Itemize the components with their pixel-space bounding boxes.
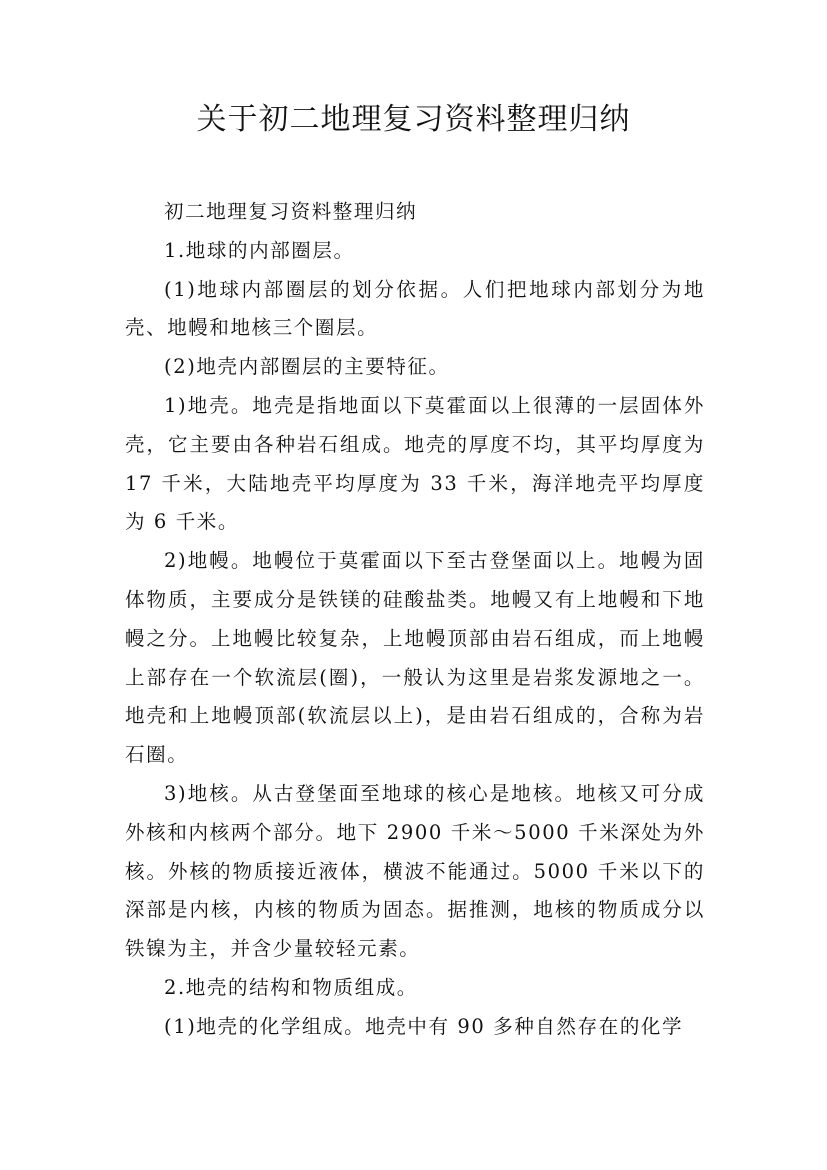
paragraph-section-1-heading: 1.地球的内部圈层。 [164, 238, 355, 262]
paragraph-crust: 1)地壳。地壳是指地面以下莫霍面以上很薄的一层固体外壳，它主要由各种岩石组成。地壳的厚度不均，其平均厚度为 17 千米，大陆地壳平均厚度为 33 千米，海洋地壳平均厚度为 6 千米。 [125, 393, 705, 534]
document-body [125, 193, 705, 1047]
paragraph-core: 3)地核。从古登堡面至地球的核心是地核。地核又可分成外核和内核两个部分。地下 2900 千米～5000 千米深处为外核。外核的物质接近液体，横波不能通过。5000 千米以下的深部是内核，内核的物质为固态。据推测，地核的物质成分以铁镍为主，并含少量较轻元素。 [125, 781, 705, 961]
paragraph-section-2-heading: 2.地壳的结构和物质组成。 [164, 975, 418, 999]
paragraph-division-basis: (1)地球内部圈层的划分依据。人们把地球内部划分为地壳、地幔和地核三个圈层。 [125, 277, 705, 340]
paragraph-chemical-composition: (1)地壳的化学组成。地壳中有 90 多种自然存在的化学 [164, 1014, 684, 1038]
paragraph-subtitle: 初二地理复习资料整理归纳 [164, 200, 418, 223]
document-title: 关于初二地理复习资料整理归纳 [196, 102, 631, 137]
paragraph-features-heading: (2)地壳内部圈层的主要特征。 [164, 355, 450, 379]
paragraph-mantle: 2)地幔。地幔位于莫霍面以下至古登堡面以上。地幔为固体物质，主要成分是铁镁的硅酸盐类。地幔又有上地幔和下地幔之分。上地幔比较复杂，上地幔顶部由岩石组成，而上地幔上部存在一个软流层(圈)，一般认为这里是岩浆发源地之一。地壳和上地幔顶部(软流层以上)，是由岩石组成的，合称为岩石圈。 [125, 549, 705, 767]
